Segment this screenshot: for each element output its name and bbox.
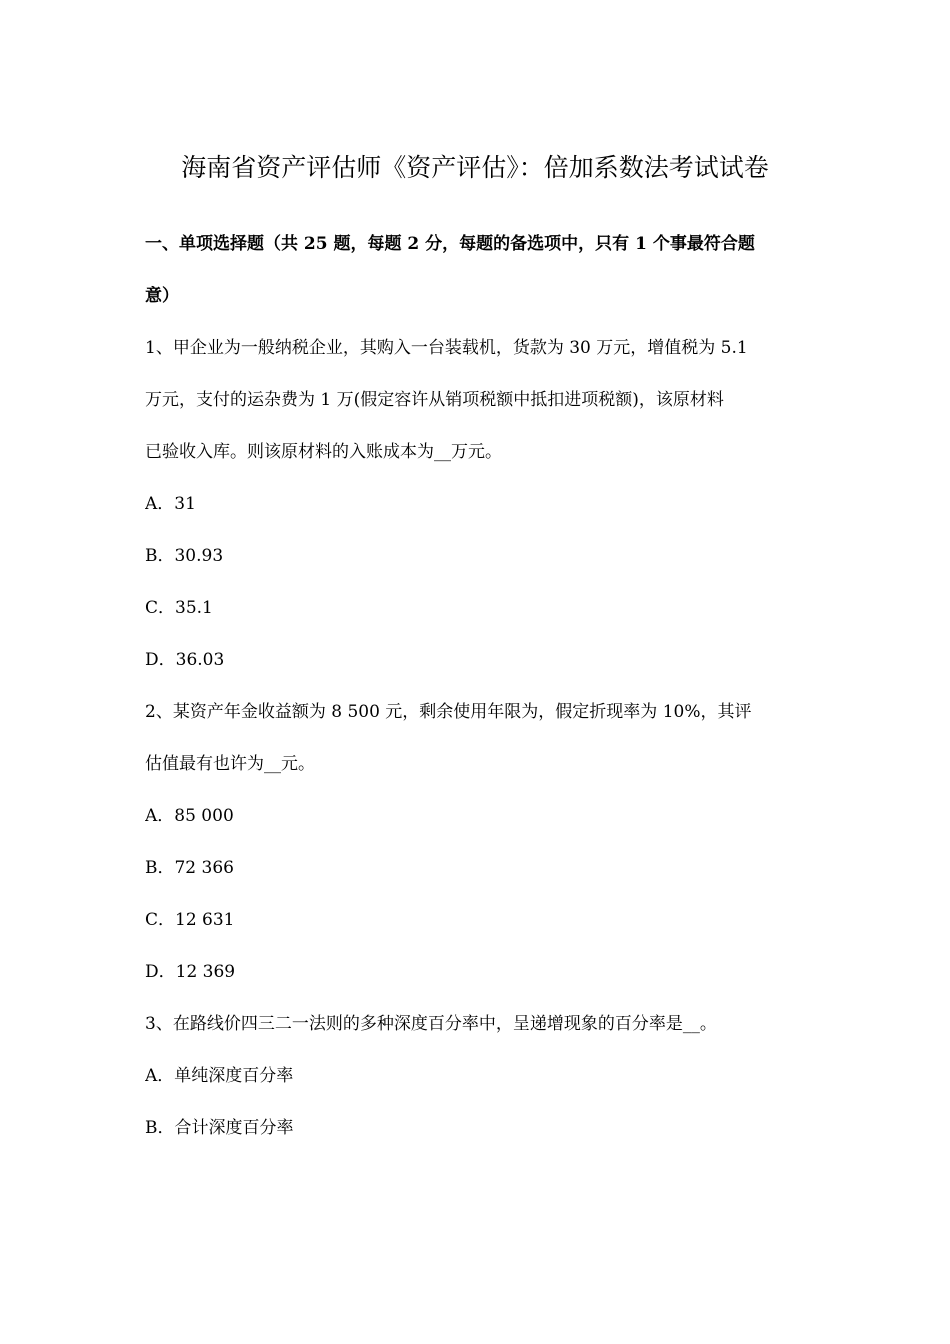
option-b: B．30.93 — [145, 546, 224, 566]
option-a: A．单纯深度百分率 — [145, 1066, 294, 1086]
question-options — [145, 1050, 810, 1154]
section-heading-line: 一、单项选择题（共 25 题，每题 2 分，每题的备选项中，只有 1 个事最符合题 — [145, 234, 755, 254]
option-b: B．72 366 — [145, 858, 234, 878]
option-d: D．12 369 — [145, 962, 236, 982]
question-stem-line: 1、甲企业为一般纳税企业，其购入一台装载机，货款为 30 万元，增值税为 5.1 — [145, 338, 748, 358]
question-options — [145, 478, 810, 686]
option-c: C．35.1 — [145, 598, 213, 618]
option-d: D．36.03 — [145, 650, 225, 670]
section-heading — [145, 218, 810, 322]
question-stem-line: 3、在路线价四三二一法则的多种深度百分率中，呈递增现象的百分率是__。 — [145, 1014, 717, 1034]
option-a: A．31 — [145, 494, 196, 514]
option-b: B．合计深度百分率 — [145, 1118, 294, 1138]
question-stem-line: 估值最有也许为__元。 — [145, 754, 315, 774]
option-a: A．85 000 — [145, 806, 234, 826]
option-c: C．12 631 — [145, 910, 235, 930]
document-title: 海南省资产评估师《资产评估》：倍加系数法考试试卷 — [181, 153, 769, 182]
question-2 — [145, 686, 810, 998]
question-1 — [145, 322, 810, 686]
question-3 — [145, 998, 810, 1154]
document-body — [145, 218, 810, 1154]
section-heading-line: 意） — [145, 286, 179, 306]
question-stem-line: 2、某资产年金收益额为 8 500 元，剩余使用年限为，假定折现率为 10%，其评 — [145, 702, 752, 722]
question-stem-line: 已验收入库。则该原材料的入账成本为__万元。 — [145, 442, 502, 462]
question-options — [145, 790, 810, 998]
question-stem-line: 万元，支付的运杂费为 1 万(假定容许从销项税额中抵扣进项税额)，该原材料 — [145, 390, 724, 410]
